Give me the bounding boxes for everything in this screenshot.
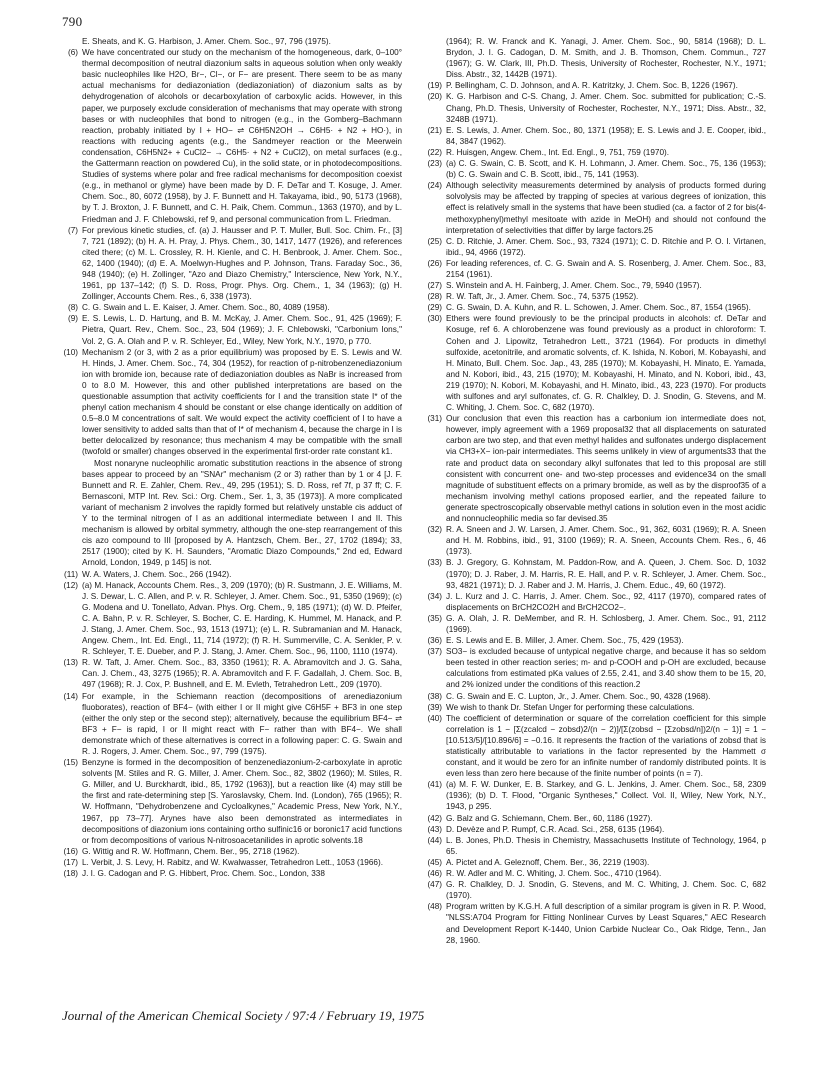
reference-number: (11) — [64, 569, 78, 579]
reference-entry — [426, 901, 766, 945]
reference-text: E. S. Lewis, J. Amer. Chem. Soc., 80, 1371 (1958); E. S. Lewis and J. E. Cooper, ibid., 84, 3847 (1962). — [446, 125, 766, 146]
reference-number: (39) — [427, 702, 442, 712]
reference-text: D. Devèze and P. Rumpf, C.R. Acad. Sci., 258, 6135 (1964). — [446, 824, 665, 834]
reference-columns — [62, 36, 766, 996]
reference-entry — [426, 868, 766, 879]
reference-number: (48) — [427, 902, 442, 912]
reference-text: C. G. Swain, D. A. Kuhn, and R. L. Schowen, J. Amer. Chem. Soc., 87, 1554 (1965). — [446, 303, 751, 313]
reference-text: The coefficient of determination or square of the correlation coefficient for this simple correlation is 1 − [Σ(zcalcd − zobsd)2/(n − 2)]/[Σ(zobsd − [Σzobsd/n])2/(n − 1)] = 1 − [10.513/5]/[10.896/6] = −0.16. It represents the fraction of the variations of zobsd that is statistically attributable to variations in the factor represented by the Hammett σ constant, and it would be zero for an infinite number of randomly distributed points. It is even less than zero here because of the finite number of points (n = 7). — [446, 713, 766, 779]
reference-number: (15) — [63, 758, 78, 768]
reference-number: (44) — [427, 835, 442, 845]
reference-text: J. L. Kurz and J. C. Harris, J. Amer. Chem. Soc., 92, 4117 (1970), compared rates of displacements on BrCH2CO2H and BrCH2CO2−. — [446, 591, 766, 612]
reference-text: G. Wittig and R. W. Hoffmann, Chem. Ber., 95, 2718 (1962). — [82, 846, 300, 856]
reference-entry — [62, 691, 402, 758]
reference-entry — [426, 158, 766, 180]
reference-entry — [62, 47, 402, 225]
reference-text: Program written by K.G.H. A full description of a similar program is given in R. P. Wood, "NLSS:A704 Program for Fitting Nonlinear Curves by Least Squares," AEC Research and Development Report K-1440, Union Carbide Nuclear Co., Oak Ridge, Tenn., Jan 28, 1960. — [446, 902, 766, 945]
reference-entry — [426, 524, 766, 557]
reference-text: Ethers were found previously to be the principal products in alcohols: cf. DeTar and Kosuge, ref 6. A chlorobenzene was found previously as a product in chloroform: T. Cohen and J. Lipowitz, Tetrahedron Lett., 3721 (1964). For products in dimethyl sulfoxide, acetonitrile, and aromatic solvents, cf. K. Ishida, N. Kobori, M. Kobayashi, and H. Minato, Bull. Chem. Soc. Jap., 43, 285 (1970); M. Kobayashi, H. Minato, E. Yamada, and N. Kobori, ibid., 43, 215 (1970); M. Kobayashi, H. Minato, and N. Kobori, ibid., 43, 219 (1970); N. Kobori, M. Kobayashi, and H. Minato, ibid., 43, 223 (1970). For products with sulfones and aryl sulfonates, cf. G. R. Chalkley, D. J. Snodin, G. Stevens, and M. C. Whiting, J. Chem. Soc. C, 682 (1970). — [446, 314, 766, 413]
reference-entry — [426, 147, 766, 158]
reference-text: C. D. Ritchie, J. Amer. Chem. Soc., 93, 7324 (1971); C. D. Ritchie and P. O. I. Virtanen, ibid., 94, 4966 (1972). — [446, 236, 766, 257]
reference-text: G. A. Olah, J. R. DeMember, and R. H. Schlosberg, J. Amer. Chem. Soc., 91, 2112 (1969). — [446, 613, 766, 634]
reference-text: Mechanism 2 (or 3, with 2 as a prior equilibrium) was proposed by E. S. Lewis and W. H. Hinds, J. Amer. Chem. Soc., 74, 304 (1952), for reaction of p-nitrobenzenediazonium ion with bromide ion, because rate of dediazoniation doubles as NaBr is increased from 0 to 8.0 M. However, this and other published interpretations are based on the questionable assumption that activity coefficients for I and the transition state I* of the phenyl cation mechanism 4 should be constant or else change identically on addition of 0.5–8.0 M concentrations of salt. We would expect the activity coefficient of I to have a lower sensitivity to added salts than that of I* of mechanism 4, because the charge in I is better delocalized by resonance; thus mechanism 4 may be compatible with the small (twofold or smaller) changes observed in the experimental first-order rate constant k1. — [82, 347, 402, 457]
reference-number: (42) — [427, 813, 442, 823]
reference-number: (21) — [427, 125, 442, 135]
reference-text: L. B. Jones, Ph.D. Thesis in Chemistry, Massachusetts Institute of Technology, 1964, p 65. — [446, 835, 766, 856]
reference-text: E. S. Lewis, L. D. Hartung, and B. M. McKay, J. Amer. Chem. Soc., 91, 425 (1969); F. Pietra, Quart. Rev., Chem. Soc., 23, 504 (1969); J. F. Chlebowski, "Carbonium Ions," Vol. 2, G. A. Olah and P. v. R. Schleyer, Ed., Wiley, New York, N.Y., 1970, p 770. — [82, 314, 402, 346]
reference-number: (46) — [427, 869, 442, 879]
reference-text: E. Sheats, and K. G. Harbison, J. Amer. Chem. Soc., 97, 796 (1975). — [82, 37, 331, 46]
reference-number: (29) — [427, 303, 442, 313]
reference-entry — [62, 225, 402, 303]
reference-text: G. Balz and G. Schiemann, Chem. Ber., 60, 1186 (1927). — [446, 813, 653, 823]
reference-text: Our conclusion that even this reaction has a carbonium ion intermediate does not, however, imply agreement with a 1969 proposal32 that all displacements on saturated carbon are two step, and that even methyl halides and sulfonates undergo displacement via CH3+X− ion-pair intermediates. This seems unlikely in view of arguments33 that the rate and product data on secondary alkyl sulfonates that led to this proposal are still consistent with concurrent one- and two-step processes and evidence34 on the small magnitude of substituent effects on a primary bromide, as well as by the disproof35 of a mechanism involving methyl cations proposed earlier, and the repeated failure to generate spectroscopically observable methyl cations in solution even in the most acidic and nonnucleophilic media so far devised.35 — [446, 414, 766, 524]
reference-text: For example, in the Schiemann reaction (decompositions of arenediazonium fluoborates), reaction of BF4− (with either I or II might give C6H5F + BF3 in one step (either the only step or the second step); alternatively, because the equilibrium BF4− ⇌ BF3 + F− is rapid, I or II might react with F− rather than with BF4−. We shall demonstrate which of these alternatives is correct in a following paper: C. G. Swain and R. J. Rogers, J. Amer. Chem. Soc., 97, 799 (1975). — [82, 691, 402, 756]
reference-number: (28) — [427, 292, 442, 302]
reference-text: For previous kinetic studies, cf. (a) J. Hausser and P. T. Muller, Bull. Soc. Chim. Fr., [3] 7, 721 (1892); (b) H. A. H. Pray, J. Phys. Chem., 30, 1417, 1477 (1926), and references cited there; (c) M. L. Crossley, R. H. Kienle, and C. H. Benbrook, J. Amer. Chem. Soc., 62, 1400 (1940); (d) E. A. Moelwyn-Hughes and P. Johnson, Trans. Faraday Soc., 36, 948 (1940); (e) H. Zollinger, "Azo and Diazo Chemistry," Interscience, New York, N.Y., 1961, pp 137–142; (f) S. D. Ross, Progr. Phys. Org. Chem., 1, 34 (1963); (g) H. Zollinger, Accounts Chem. Res., 6, 338 (1973). — [82, 225, 402, 302]
reference-number: (16) — [63, 846, 78, 856]
reference-number: (38) — [427, 691, 442, 701]
journal-footer: Journal of the American Chemical Society / 97:4 / February 19, 1975 — [62, 1008, 425, 1023]
reference-entry — [62, 846, 402, 857]
reference-entry — [426, 824, 766, 835]
reference-entry — [426, 258, 766, 280]
reference-number: (31) — [427, 414, 442, 424]
reference-number: (45) — [427, 857, 442, 867]
reference-entry — [426, 879, 766, 901]
reference-entry — [62, 36, 402, 47]
reference-entry — [426, 557, 766, 590]
reference-number: (10) — [63, 347, 78, 357]
reference-text: K. G. Harbison and C-S. Chang, J. Amer. Chem. Soc. submitted for publication; C.-S. Chang, Ph.D. Thesis, University of Rochester, Rochester, N.Y., 1971; Diss. Abstr., 32, 3248B (1971). — [446, 92, 766, 124]
reference-number: (24) — [427, 181, 442, 191]
reference-number: (20) — [427, 92, 442, 102]
reference-number: (33) — [427, 558, 442, 568]
reference-text: SO3− is excluded because of untypical negative charge, and because it has so seldom been tested in other reaction series; m- and p-COOH and p-OH are excluded, because calculations from estimated pKa values of 2.55, 2.41, and 3.40 show them to be 15, 20, and 2% ionized under the conditions of this reaction.2 — [446, 647, 766, 690]
reference-number: (8) — [67, 303, 78, 313]
reference-entry — [426, 635, 766, 646]
reference-number — [426, 36, 446, 80]
reference-entry — [62, 569, 402, 580]
reference-text: B. J. Gregory, G. Kohnstam, M. Paddon-Row, and A. Queen, J. Chem. Soc. D, 1032 (1970); D. J. Raber, J. M. Harris, R. E. Hall, and P. v. R. Schleyer, J. Amer. Chem. Soc., 93, 4821 (1971); D. J. Raber and J. M. Harris, J. Chem. Educ., 49, 60 (1972). — [446, 558, 766, 590]
reference-entry — [426, 291, 766, 302]
reference-text: For leading references, cf. C. G. Swain and A. S. Rosenberg, J. Amer. Chem. Soc., 83, 2154 (1961). — [446, 258, 766, 279]
reference-number: (26) — [427, 258, 442, 268]
reference-number: (37) — [427, 647, 442, 657]
reference-number: (47) — [427, 880, 442, 890]
reference-number: (35) — [427, 613, 442, 623]
reference-text: Although selectivity measurements determined by analysis of products formed during solvolysis may be affected by trapping of species at various degrees of ionization, this effect is relatively small in the systems that have been studied (ca. a factor of 2 for bis(4-methoxyphenyl)methyl mesitoate with azide in MeOH) and should not confound the interpretation of selectivities that differ by large factors.25 — [446, 181, 766, 235]
reference-text: We wish to thank Dr. Stefan Unger for performing these calculations. — [446, 702, 695, 712]
reference-number: (32) — [427, 525, 442, 535]
reference-entry — [62, 757, 402, 846]
reference-entry — [62, 868, 402, 879]
reference-entry — [62, 857, 402, 868]
reference-text: Benzyne is formed in the decomposition of benzenediazonium-2-carboxylate in aprotic solvents [M. Stiles and R. G. Miller, J. Amer. Chem. Soc., 82, 3802 (1960); M. Stiles, R. G. Miller, and U. Burckhardt, ibid., 85, 1792 (1963)], but a reaction like (4) may still be the first and rate-determining step [S. Yaroslavsky, Chem. Ind. (London), 765 (1965); R. W. Hoffmann, "Dehydrobenzene and Cycloalkynes," Academic Press, New York, N.Y., 1967, pp 73–77]. Arynes have also been demonstrated as intermediates in decompositions of diazonium ions containing ortho sulfinic16 or boronic17 acid functions or from decompositions of various N-nitrosoacetanilides in aprotic solvents.18 — [82, 758, 402, 845]
reference-entry — [426, 80, 766, 91]
reference-text: P. Bellingham, C. D. Johnson, and A. R. Katritzky, J. Chem. Soc. B, 1226 (1967). — [446, 81, 738, 91]
reference-text: G. R. Chalkley, D. J. Snodin, G. Stevens, and M. C. Whiting, J. Chem. Soc. C, 682 (1970). — [446, 880, 766, 901]
reference-paragraph: Most nonaryne nucleophilic aromatic substitution reactions in the absence of strong bases appear to proceed by an "SNAr" mechanism (2 or 3) rather than by 1 or 4 [J. F. Bunnett and R. E. Zahler, Chem. Rev., 49, 295 (1951); S. D. Ross, ref 7f, p 37 ff; C. F. Bernasconi, MTP Int. Rev. Sci.: Org. Chem., Ser. 1, 3, 35 (1973)]. A more complicated variant of mechanism 2 involves the rapidly formed but relatively unstable cis adduct of Y to the terminal nitrogen of I as an additional intermediate between I and II. This mechanism is allowed by orbital symmetry, although the one-step rearrangement of this cis azo compound to III [proposed by A. Hantzsch, Chem. Ber., 27, 1702 (1894); 33, 2517 (1900); cited by K. H. Saunders, "Aromatic Diazo Compounds," 2nd ed, Edward Arnold, London, 1949, p 145] is not. — [82, 458, 402, 568]
reference-entry — [62, 580, 402, 658]
reference-text: W. A. Waters, J. Chem. Soc., 266 (1942). — [82, 569, 232, 579]
reference-entry — [62, 347, 402, 458]
reference-number: (30) — [427, 314, 442, 324]
reference-entry — [426, 691, 766, 702]
reference-number: (17) — [63, 857, 78, 867]
reference-entry — [426, 180, 766, 235]
reference-text: S. Winstein and A. H. Fainberg, J. Amer. Chem. Soc., 79, 5940 (1957). — [446, 281, 702, 291]
reference-text: R. Huisgen, Angew. Chem., Int. Ed. Engl., 9, 751, 759 (1970). — [446, 147, 670, 157]
reference-number: (41) — [427, 780, 442, 790]
reference-entry — [426, 835, 766, 857]
reference-text: (1964); R. W. Franck and K. Yanagi, J. Amer. Chem. Soc., 90, 5814 (1968); D. L. Brydon, J. I. G. Cadogan, D. M. Smith, and J. B. Thomson, Chem. Commun., 727 (1967); G. W. Clark, III, Ph.D. Thesis, University of Rochester, Rochester, N.Y., 1971; Diss. Abstr., 32, 1442B (1971). — [446, 37, 766, 80]
reference-entry — [426, 302, 766, 313]
reference-number: (34) — [427, 591, 442, 601]
reference-entry — [62, 313, 402, 346]
reference-text: (a) M. Hanack, Accounts Chem. Res., 3, 209 (1970); (b) R. Sustmann, J. E. Williams, M. J. S. Dewar, L. C. Allen, and P. v. R. Schleyer, J. Amer. Chem. Soc., 91, 5350 (1969); (c) G. Modena and U. Tonellato, Advan. Phys. Org. Chem., 9, 185 (1971); (d) W. D. Pfeifer, C. A. Bahn, P. v. R. Schleyer, S. Bocher, C. E. Harding, K. Hummel, M. Hanack, and P. J. Stang, J. Amer. Chem. Soc., 93, 1513 (1971); (e) L. R. Subramanian and M. Hanack, Angew. Chem., Int. Ed. Engl., 11, 714 (1972); (f) R. H. Summerville, C. A. Senkler, P. v. R. Schleyer, T. E. Dueber, and P. J. Stang, J. Amer. Chem. Soc., 96, 1100, 1110 (1974). — [82, 580, 402, 657]
reference-number: (40) — [427, 713, 442, 723]
reference-entry — [426, 413, 766, 524]
left-column — [62, 36, 402, 996]
reference-text: R. W. Taft, J. Amer. Chem. Soc., 83, 3350 (1961); R. A. Abramovitch and J. G. Saha, Can. J. Chem., 43, 3275 (1965); R. A. Abramovitch and F. F. Gadallah, J. Chem. Soc. B, 497 (1968); R. J. Cox, P. Bushnell, and E. M. Evleth, Tetrahedron Lett., 209 (1970). — [82, 658, 402, 690]
reference-number: (27) — [427, 281, 442, 291]
reference-number: (22) — [427, 147, 442, 157]
reference-number: (43) — [427, 824, 442, 834]
reference-text: C. G. Swain and L. E. Kaiser, J. Amer. Chem. Soc., 80, 4089 (1958). — [82, 303, 330, 313]
reference-number: (25) — [427, 236, 442, 246]
reference-entry — [426, 713, 766, 780]
reference-entry — [426, 591, 766, 613]
reference-text: (a) M. F. W. Dunker, E. B. Starkey, and G. L. Jenkins, J. Amer. Chem. Soc., 58, 2309 (1936); (b) D. T. Flood, "Organic Syntheses," Collect. Vol. II, Wiley, New York, N.Y., 1943, p 295. — [446, 780, 766, 812]
reference-text: C. G. Swain and E. C. Lupton, Jr., J. Amer. Chem. Soc., 90, 4328 (1968). — [446, 691, 711, 701]
reference-entry — [426, 857, 766, 868]
reference-text: J. I. G. Cadogan and P. G. Hibbert, Proc. Chem. Soc., London, 338 — [82, 869, 325, 879]
reference-entry — [426, 613, 766, 635]
reference-entry — [426, 313, 766, 413]
reference-number: (14) — [63, 691, 78, 701]
reference-number: (6) — [67, 48, 78, 58]
reference-entry — [62, 302, 402, 313]
page-number: 790 — [62, 14, 83, 29]
reference-entry — [426, 36, 766, 80]
reference-number: (36) — [427, 636, 442, 646]
reference-text: R. W. Adler and M. C. Whiting, J. Chem. Soc., 4710 (1964). — [446, 869, 662, 879]
reference-entry — [426, 813, 766, 824]
reference-entry — [426, 125, 766, 147]
reference-entry — [426, 280, 766, 291]
reference-entry — [426, 236, 766, 258]
reference-text: L. Verbit, J. S. Levy, H. Rabitz, and W. Kwalwasser, Tetrahedron Lett., 1053 (1966). — [82, 857, 383, 867]
reference-number — [62, 36, 82, 47]
reference-text: We have concentrated our study on the mechanism of the homogeneous, dark, 0–100° thermal decomposition of neutral diazonium salts in aqueous solution when only weakly basic nucleophiles like H2O, Br−, Cl−, or F− are present. There seem to be as many actual mechanisms for dediazoniation (dediazoniation) of diazonium salts as by dehydrogenation of alcohols or decarboxylation of carboxylic acids. However, in this paper, we purposely exclude consideration of mechanisms that may operate with strong bases or with nucleophiles that bond to nitrogen (e.g., in the Gomberg–Bachmann reaction, probably initiated by I + HO− ⇌ C6H5N2OH → C6H5· + N2 + HO·), in reactions with reducing agents (e.g., the Sandmeyer reaction or the Meerwein condensation, C6H5N2+ + CuCl2− → C6H5· + N2 + CuCl2), on metal surfaces (e.g., the Gattermann reaction on powdered Cu), in the solid state, or in photodecompositions. Studies of systems where polar and free radical mechanisms for decomposition coexist (e.g., in methanol or glyme) have been made by D. F. DeTar and T. Kosuge, J. Amer. Chem. Soc., 80, 6072 (1958), by J. F. Bunnett and H. Takayama, ibid., 90, 5173 (1968), by T. J. Broxton, J. F. Bunnett, and C. H. Paik, Chem. Commun., 1363 (1970), and by L. Friedman and J. F. Chlebowski, ref 9, and personal communication from L. Friedman. — [82, 48, 402, 224]
reference-entry — [426, 91, 766, 124]
right-column — [426, 36, 766, 996]
reference-entry — [426, 779, 766, 812]
reference-number: (23) — [427, 159, 442, 169]
reference-number: (18) — [63, 869, 78, 879]
reference-number: (12) — [63, 580, 78, 590]
reference-number: (13) — [63, 658, 78, 668]
reference-entry — [62, 657, 402, 690]
reference-number: (7) — [67, 225, 78, 235]
reference-text: R. W. Taft, Jr., J. Amer. Chem. Soc., 74, 5375 (1952). — [446, 292, 639, 302]
reference-text: (a) C. G. Swain, C. B. Scott, and K. H. Lohmann, J. Amer. Chem. Soc., 75, 136 (1953); (b) C. G. Swain and C. B. Scott, ibid., 75, 141 (1953). — [446, 159, 766, 180]
reference-text: R. A. Sneen and J. W. Larsen, J. Amer. Chem. Soc., 91, 362, 6031 (1969); R. A. Sneen and H. M. Robbins, ibid., 91, 3100 (1969); R. A. Sneen, Accounts Chem. Res., 6, 46 (1973). — [446, 525, 766, 557]
reference-text: A. Pictet and A. Geleznoff, Chem. Ber., 36, 2219 (1903). — [446, 857, 650, 867]
reference-number: (9) — [67, 314, 78, 324]
reference-entry — [426, 646, 766, 690]
reference-text: E. S. Lewis and E. B. Miller, J. Amer. Chem. Soc., 75, 429 (1953). — [446, 636, 684, 646]
reference-entry — [426, 702, 766, 713]
reference-number: (19) — [427, 81, 442, 91]
